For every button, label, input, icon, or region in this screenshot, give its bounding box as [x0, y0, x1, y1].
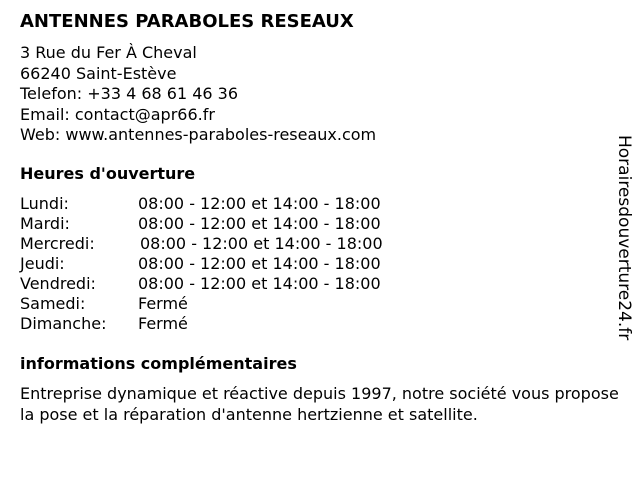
- day-hours: 08:00 - 12:00 et 14:00 - 18:00: [138, 254, 381, 273]
- day-label: Samedi:: [20, 294, 86, 313]
- day-label: Jeudi:: [20, 254, 65, 273]
- day-label: Vendredi:: [20, 274, 96, 293]
- business-name: ANTENNES PARABOLES RESEAUX: [20, 11, 354, 32]
- day-hours: Fermé: [138, 314, 188, 333]
- day-hours: 08:00 - 12:00 et 14:00 - 18:00: [138, 194, 381, 213]
- phone-number: Telefon: +33 4 68 61 46 36: [20, 84, 239, 103]
- hours-row-tuesday: [20, 214, 440, 234]
- watermark-text: Horairesdouverture24.fr: [614, 135, 634, 341]
- business-description: Entreprise dynamique et réactive depuis 1997, notre société vous propose la pose et la réparation d'antenne hertzienne et satellite.: [20, 384, 619, 424]
- hours-row-thursday: [20, 254, 440, 274]
- hours-row-friday: [20, 274, 440, 294]
- website-url[interactable]: Web: www.antennes-paraboles-reseaux.com: [20, 125, 377, 144]
- hours-row-saturday: [20, 294, 440, 314]
- opening-hours-heading: Heures d'ouverture: [20, 164, 196, 183]
- day-hours: 08:00 - 12:00 et 14:00 - 18:00: [140, 234, 383, 253]
- day-label: Mercredi:: [20, 234, 95, 253]
- day-hours: Fermé: [138, 294, 188, 313]
- additional-info-heading: informations complémentaires: [20, 354, 297, 373]
- hours-row-monday: [20, 194, 440, 214]
- day-hours: 08:00 - 12:00 et 14:00 - 18:00: [138, 274, 381, 293]
- day-label: Mardi:: [20, 214, 70, 233]
- email-address[interactable]: Email: contact@apr66.fr: [20, 104, 215, 124]
- opening-hours-table: [20, 194, 440, 334]
- site-watermark: [612, 135, 636, 345]
- hours-row-sunday: [20, 314, 440, 334]
- day-label: Dimanche:: [20, 314, 107, 333]
- day-hours: 08:00 - 12:00 et 14:00 - 18:00: [138, 214, 381, 233]
- day-label: Lundi:: [20, 194, 69, 213]
- hours-row-wednesday: [20, 234, 440, 254]
- address-city: 66240 Saint-Estève: [20, 63, 177, 83]
- business-contact-block: [20, 43, 376, 146]
- address-street: 3 Rue du Fer À Cheval: [20, 43, 197, 62]
